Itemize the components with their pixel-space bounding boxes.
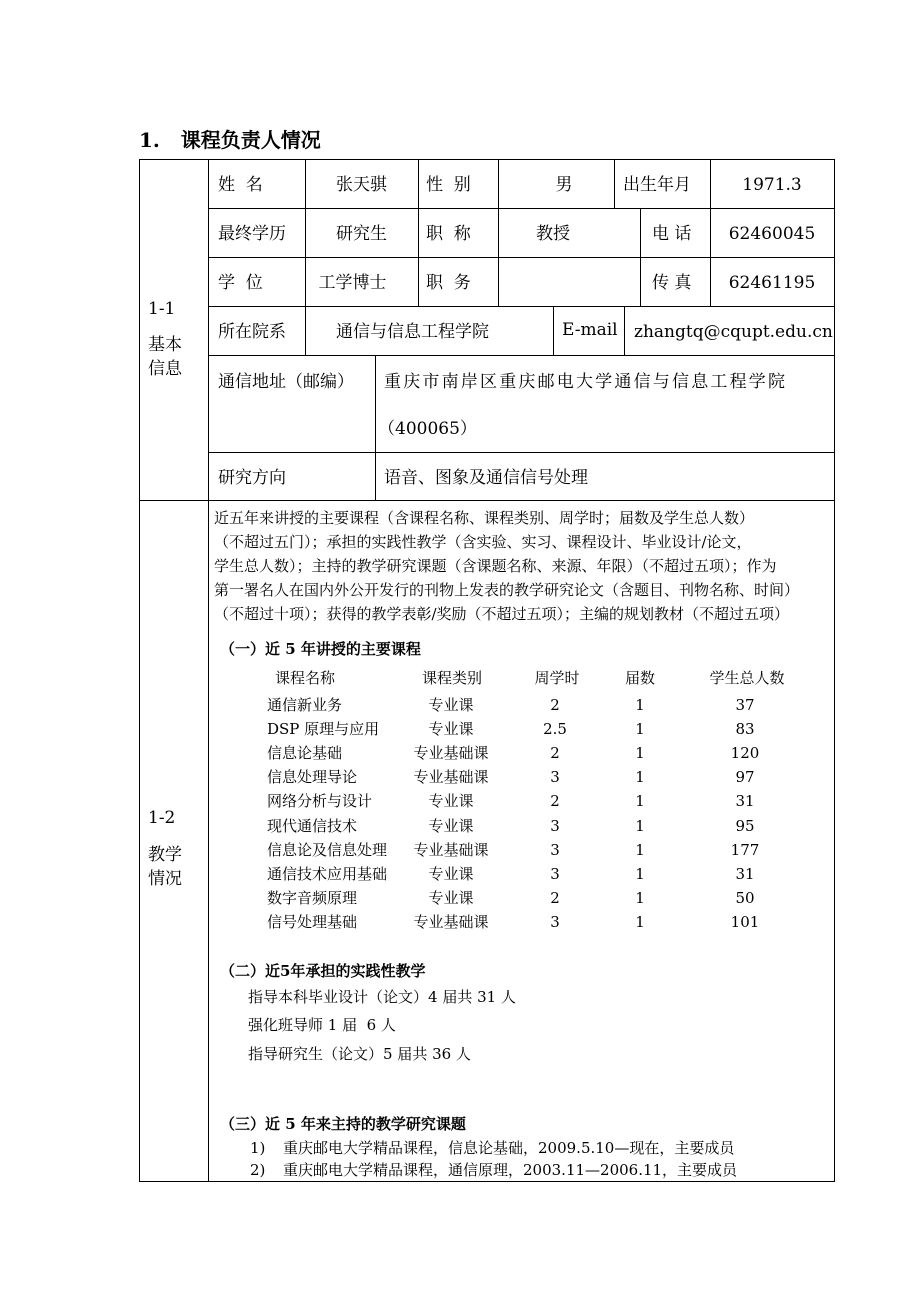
dept-label: 所在院系: [218, 322, 286, 342]
course-cell: 专业基础课: [413, 744, 489, 763]
course-cell: DSP 原理与应用: [267, 720, 380, 739]
course-cell: 3: [550, 840, 560, 859]
basic-info-label-cell: [139, 159, 209, 501]
course-cell: 2.5: [543, 720, 567, 739]
course-cell: 专业课: [428, 792, 474, 811]
course-cell: 1: [635, 816, 645, 835]
practice-heading: （二）近5年承担的实践性教学: [220, 962, 426, 980]
gender-value: 男: [555, 175, 573, 195]
teaching-label-cell: [139, 500, 209, 1182]
teaching-instructions: 近五年来讲授的主要课程（含课程名称、课程类别、周学时；届数及学生总人数） （不超过五门）；承担的实践性教学（含实验、实习、课程设计、毕业设计/论文， 学生总人数）；主持的教学研究课题（含课题名称、来源、年限）（不超过五项）；作为 第一署名人在国内外公开发行的刊物上发表的教学研究论文（含题目、刊物名称、时间） （不超过十项）；获得的教学表彰/奖励（不超过五项）；主编的规划教材（不超过五项）: [214, 509, 800, 623]
course-cell: 网络分析与设计: [267, 792, 373, 811]
course-cell: 信息论及信息处理: [267, 840, 388, 859]
course-cell: 31: [735, 792, 755, 811]
course-cell: 数字音频原理: [267, 888, 358, 907]
course-cell: 1: [635, 912, 645, 931]
project-item: 重庆邮电大学精品课程，信息论基础，2009.5.10—现在，主要成员: [283, 1139, 735, 1157]
course-cell: 专业基础课: [413, 768, 489, 787]
email-label: E-mail: [562, 320, 618, 340]
fax-value: 62461195: [728, 273, 816, 293]
course-column-header: 周学时: [534, 669, 580, 687]
practice-item: 指导本科毕业设计（论文）4 届共 31 人: [248, 988, 516, 1006]
teaching-title: 教学情况: [148, 845, 182, 889]
course-cell: 177: [730, 840, 760, 859]
position-label: 职 务: [426, 273, 471, 293]
title-label: 职 称: [426, 224, 471, 244]
course-cell: 现代通信技术: [267, 816, 358, 835]
phone-label: 电 话: [652, 224, 692, 244]
gender-label: 性 别: [426, 175, 471, 195]
course-cell: 2: [550, 888, 560, 907]
course-cell: 专业课: [428, 720, 474, 739]
course-cell: 95: [735, 816, 755, 835]
courses-heading: （一）近 5 年讲授的主要课程: [220, 640, 421, 658]
address-value: 重庆市南岸区重庆邮电大学通信与信息工程学院: [384, 372, 788, 392]
project-number: 1): [250, 1139, 266, 1157]
course-cell: 专业基础课: [413, 912, 489, 931]
course-cell: 101: [730, 912, 760, 931]
course-cell: 97: [735, 768, 755, 787]
course-cell: 2: [550, 696, 560, 714]
course-cell: 2: [550, 744, 560, 763]
course-cell: 1: [635, 792, 645, 811]
address-label: 通信地址（邮编）: [218, 372, 354, 392]
birth-value: 1971.3: [742, 175, 802, 195]
degree-label: 学 位: [218, 273, 263, 293]
course-cell: 专业基础课: [413, 840, 489, 859]
education-value: 研究生: [336, 224, 387, 244]
section-title: 1. 课程负责人情况: [139, 128, 321, 152]
degree-value: 工学博士: [318, 273, 387, 293]
course-cell: 信号处理基础: [267, 912, 358, 931]
projects-heading: （三）近 5 年来主持的教学研究课题: [220, 1115, 466, 1133]
project-item: 重庆邮电大学精品课程，通信原理，2003.11—2006.11，主要成员: [283, 1161, 738, 1179]
phone-value: 62460045: [728, 224, 816, 244]
course-cell: 83: [735, 720, 755, 739]
research-label: 研究方向: [218, 468, 286, 488]
birth-label: 出生年月: [623, 175, 691, 195]
course-cell: 1: [635, 720, 645, 739]
course-cell: 通信技术应用基础: [267, 864, 388, 883]
course-cell: 1: [635, 744, 645, 763]
postcode-value: （400065）: [378, 419, 477, 439]
course-cell: 120: [730, 744, 760, 763]
course-cell: 3: [550, 912, 560, 931]
teaching-code: 1-2: [148, 808, 176, 828]
dept-value: 通信与信息工程学院: [336, 322, 489, 342]
project-number: 2): [250, 1161, 266, 1179]
course-cell: 通信新业务: [267, 696, 343, 714]
course-cell: 1: [635, 864, 645, 883]
fax-label: 传 真: [652, 273, 692, 293]
course-column-header: 课程名称: [275, 669, 336, 687]
course-column-header: 学生总人数: [709, 669, 785, 687]
course-cell: 1: [635, 888, 645, 907]
email-value: zhangtq@cqupt.edu.cn: [634, 322, 833, 342]
title-value: 教授: [536, 224, 570, 244]
course-cell: 信息论基础: [267, 744, 343, 763]
name-value: 张天骐: [336, 175, 387, 195]
course-cell: 37: [735, 696, 755, 714]
course-cell: 1: [635, 840, 645, 859]
practice-item: 强化班导师 1 届 6 人: [248, 1016, 396, 1034]
basic-info-code: 1-1: [148, 299, 176, 319]
education-label: 最终学历: [218, 224, 286, 244]
course-cell: 1: [635, 696, 645, 714]
course-cell: 2: [550, 792, 560, 811]
course-column-header: 届数: [624, 669, 655, 687]
course-cell: 50: [735, 888, 755, 907]
course-cell: 31: [735, 864, 755, 883]
practice-item: 指导研究生（论文）5 届共 36 人: [248, 1045, 471, 1063]
course-cell: 专业课: [428, 888, 474, 907]
course-cell: 专业课: [428, 864, 474, 883]
course-cell: 专业课: [428, 696, 474, 714]
course-column-header: 课程类别: [421, 669, 482, 687]
course-cell: 3: [550, 864, 560, 883]
course-cell: 专业课: [428, 816, 474, 835]
basic-info-title: 基本信息: [148, 335, 182, 379]
course-cell: 3: [550, 768, 560, 787]
course-cell: 1: [635, 768, 645, 787]
name-label: 姓 名: [218, 175, 263, 195]
course-cell: 信息处理导论: [267, 768, 358, 787]
research-value: 语音、图象及通信信号处理: [384, 468, 588, 488]
course-cell: 3: [550, 816, 560, 835]
